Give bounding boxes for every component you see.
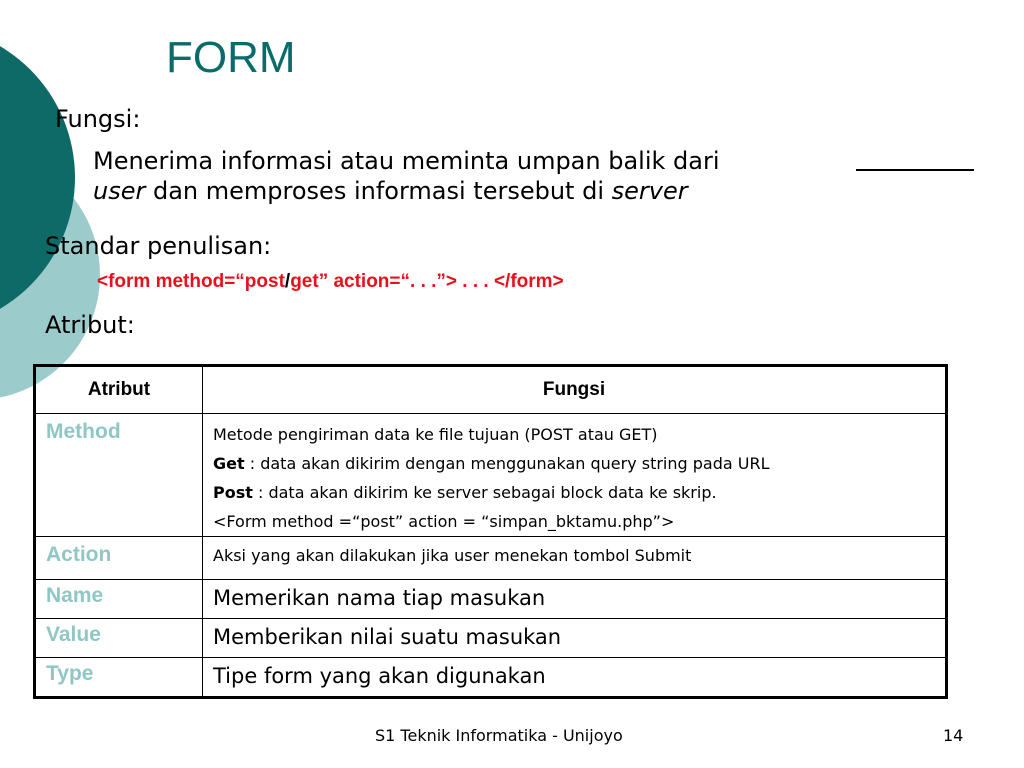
- method-get-line: [213, 449, 937, 478]
- fungsi-user-term: user: [93, 177, 146, 205]
- form-syntax-code: [97, 270, 564, 294]
- attribute-name-name: Name: [35, 580, 203, 619]
- method-get-label: Get: [213, 454, 245, 473]
- header-atribut: Atribut: [35, 366, 203, 414]
- table-row: [35, 414, 947, 537]
- page-number: 14: [943, 726, 964, 745]
- attribute-table: [33, 364, 948, 699]
- attribute-desc-action: [203, 537, 947, 580]
- table-row: [35, 619, 947, 658]
- method-post-label: Post: [213, 483, 253, 502]
- header-fungsi: Fungsi: [203, 366, 947, 414]
- attribute-desc-type: [203, 658, 947, 698]
- attribute-name-action: Action: [35, 537, 203, 580]
- atribut-label: Atribut:: [45, 311, 135, 339]
- footer-text: S1 Teknik Informatika - Unijoyo: [375, 726, 623, 745]
- attribute-name-value: Value: [35, 619, 203, 658]
- title-rule: [856, 169, 974, 171]
- method-post-line: [213, 478, 937, 507]
- method-line-1: Metode pengiriman data ke file tujuan (POST atau GET): [213, 425, 658, 444]
- action-desc-text: Aksi yang akan dilakukan jika user menekan tombol Submit: [213, 546, 692, 565]
- fungsi-server-term: server: [611, 177, 688, 205]
- fungsi-description: [93, 146, 720, 206]
- attribute-desc-method: [203, 414, 947, 537]
- fungsi-label: Fungsi:: [55, 105, 141, 133]
- value-desc-text: Memberikan nilai suatu masukan: [213, 625, 562, 649]
- table-header-row: [35, 366, 947, 414]
- type-desc-text: Tipe form yang akan digunakan: [213, 664, 546, 688]
- table-row: [35, 580, 947, 619]
- fungsi-line-1: Menerima informasi atau meminta umpan balik dari: [93, 147, 720, 175]
- attribute-desc-value: [203, 619, 947, 658]
- attribute-name-method: Method: [35, 414, 203, 537]
- name-desc-text: Memerikan nama tiap masukan: [213, 586, 546, 610]
- attribute-name-type: Type: [35, 658, 203, 698]
- method-get-text: : data akan dikirim dengan menggunakan query string pada URL: [244, 454, 770, 473]
- table-row: [35, 658, 947, 698]
- code-part-2: get” action=“. . .”> . . . </form>: [290, 271, 564, 292]
- attribute-desc-name: [203, 580, 947, 619]
- standar-label: Standar penulisan:: [45, 232, 272, 260]
- table-row: [35, 537, 947, 580]
- fungsi-line-2: [93, 176, 720, 206]
- slide-title: FORM: [166, 33, 296, 82]
- fungsi-line-2-middle: dan memproses informasi tersebut di: [145, 177, 612, 205]
- method-post-text: : data akan dikirim ke server sebagai block data ke skrip.: [252, 483, 717, 502]
- code-separator: /: [284, 271, 291, 292]
- method-example-line: <Form method =“post” action = “simpan_bktamu.php”>: [213, 512, 675, 531]
- code-part-1: <form method=“post: [97, 271, 285, 292]
